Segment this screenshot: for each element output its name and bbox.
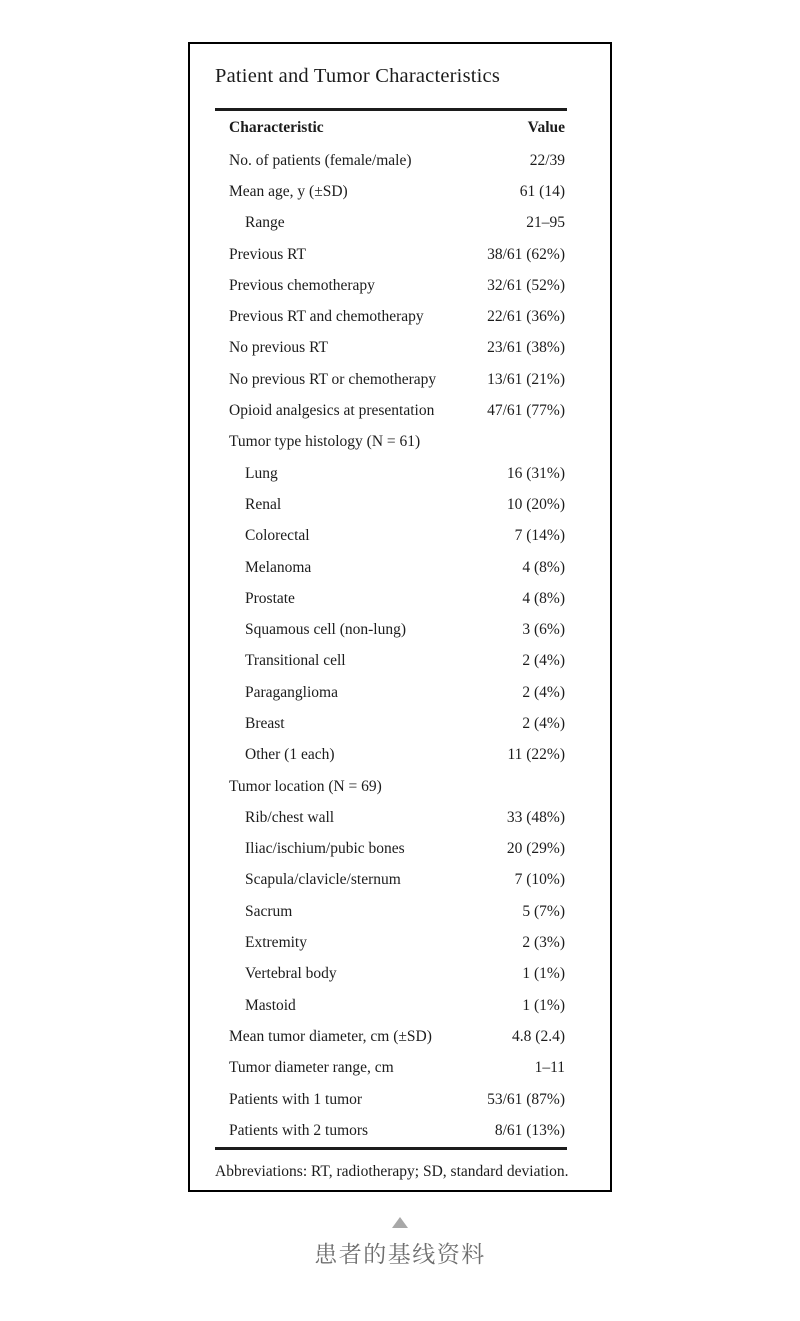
row-label: Tumor diameter range, cm <box>229 1059 394 1077</box>
row-label: Squamous cell (non-lung) <box>245 621 407 639</box>
row-label: Breast <box>245 714 285 732</box>
column-header-value: Value <box>527 119 565 136</box>
row-label: Tumor type histology (N = 61) <box>229 433 421 451</box>
row-value: 1 (1%) <box>522 965 565 983</box>
row-value: 1–11 <box>534 1059 565 1077</box>
row-value: 21–95 <box>526 214 565 232</box>
row-label: Iliac/ischium/pubic bones <box>245 840 405 858</box>
table-row <box>215 614 567 645</box>
row-value: 1 (1%) <box>522 996 565 1014</box>
row-value: 10 (20%) <box>506 495 565 513</box>
row-value: 47/61 (77%) <box>487 402 565 420</box>
row-value: 61 (14) <box>519 182 565 200</box>
table-rows <box>215 145 567 1147</box>
row-label: Lung <box>245 464 278 482</box>
table-row <box>215 521 567 552</box>
row-label: Tumor location (N = 69) <box>229 777 382 795</box>
figure-caption: 患者的基线资料 <box>314 1242 486 1268</box>
row-value: 2 (4%) <box>522 714 565 732</box>
table-row <box>215 1021 567 1052</box>
row-label: Opioid analgesics at presentation <box>229 402 435 420</box>
table-row <box>215 489 567 520</box>
row-value: 16 (31%) <box>506 464 565 482</box>
triangle-up-icon <box>392 1217 408 1228</box>
table-row <box>215 771 567 802</box>
column-header-characteristic: Characteristic <box>229 119 324 136</box>
table-row <box>215 395 567 426</box>
row-value: 53/61 (87%) <box>487 1090 565 1108</box>
table-row <box>215 1053 567 1084</box>
row-label: Range <box>245 214 285 232</box>
row-value: 20 (29%) <box>506 840 565 858</box>
table-row <box>215 927 567 958</box>
table-row <box>215 740 567 771</box>
table-row <box>215 959 567 990</box>
row-label: Mean age, y (±SD) <box>229 182 348 200</box>
row-value: 8/61 (13%) <box>494 1121 565 1139</box>
table-row <box>215 896 567 927</box>
row-value: 11 (22%) <box>507 746 565 764</box>
row-label: No previous RT <box>229 339 328 357</box>
row-value: 4 (8%) <box>522 558 565 576</box>
table-row <box>215 239 567 270</box>
table-row <box>215 458 567 489</box>
table-row <box>215 1084 567 1115</box>
table-row <box>215 145 567 176</box>
row-label: Transitional cell <box>245 652 346 670</box>
table-row <box>215 990 567 1021</box>
row-label: Prostate <box>245 589 295 607</box>
row-label: Vertebral body <box>245 965 337 983</box>
table-row <box>215 802 567 833</box>
table-row <box>215 208 567 239</box>
table-row <box>215 552 567 583</box>
row-label: Rib/chest wall <box>245 808 335 826</box>
row-value: 4 (8%) <box>522 589 565 607</box>
table-row <box>215 333 567 364</box>
table-row <box>215 646 567 677</box>
row-label: Paraganglioma <box>245 683 338 701</box>
row-value: 2 (3%) <box>522 934 565 952</box>
row-value: 13/61 (21%) <box>487 370 565 388</box>
table-header-row <box>215 111 567 145</box>
row-label: Previous chemotherapy <box>229 276 375 294</box>
row-label: No. of patients (female/male) <box>229 151 412 169</box>
row-label: Mastoid <box>245 996 296 1014</box>
characteristics-table <box>215 108 567 1150</box>
row-label: Renal <box>245 495 282 513</box>
table-row <box>215 708 567 739</box>
row-value: 38/61 (62%) <box>487 245 565 263</box>
table-row <box>215 176 567 207</box>
row-label: Scapula/clavicle/sternum <box>245 871 401 889</box>
row-value: 4.8 (2.4) <box>512 1027 565 1045</box>
row-value: 2 (4%) <box>522 652 565 670</box>
table-row <box>215 834 567 865</box>
row-value: 23/61 (38%) <box>487 339 565 357</box>
table-row <box>215 301 567 332</box>
row-label: Melanoma <box>245 558 312 576</box>
table-row <box>215 583 567 614</box>
figure-title: Patient and Tumor Characteristics <box>215 65 501 87</box>
row-label: Extremity <box>245 934 307 952</box>
row-value: 2 (4%) <box>522 683 565 701</box>
row-label: No previous RT or chemotherapy <box>229 370 437 388</box>
table-row <box>215 364 567 395</box>
row-label: Sacrum <box>245 902 293 920</box>
abbreviations-footnote: Abbreviations: RT, radiotherapy; SD, standard deviation. <box>215 1162 569 1180</box>
table-row <box>215 427 567 458</box>
row-label: Colorectal <box>245 527 310 545</box>
row-value: 7 (14%) <box>514 527 565 545</box>
table-row <box>215 1115 567 1146</box>
row-value: 22/39 <box>529 151 565 169</box>
table-row <box>215 677 567 708</box>
table-row <box>215 270 567 301</box>
table-figure <box>188 42 612 1192</box>
row-label: Patients with 1 tumor <box>229 1090 363 1108</box>
row-value: 7 (10%) <box>514 871 565 889</box>
table-row <box>215 865 567 896</box>
row-label: Patients with 2 tumors <box>229 1121 369 1139</box>
row-value: 32/61 (52%) <box>487 276 565 294</box>
row-value: 33 (48%) <box>506 808 565 826</box>
row-label: Previous RT <box>229 245 307 263</box>
row-label: Previous RT and chemotherapy <box>229 308 424 326</box>
row-label: Mean tumor diameter, cm (±SD) <box>229 1027 432 1045</box>
row-value: 22/61 (36%) <box>487 308 565 326</box>
row-value: 5 (7%) <box>522 902 565 920</box>
row-label: Other (1 each) <box>245 746 335 764</box>
row-value: 3 (6%) <box>522 621 565 639</box>
